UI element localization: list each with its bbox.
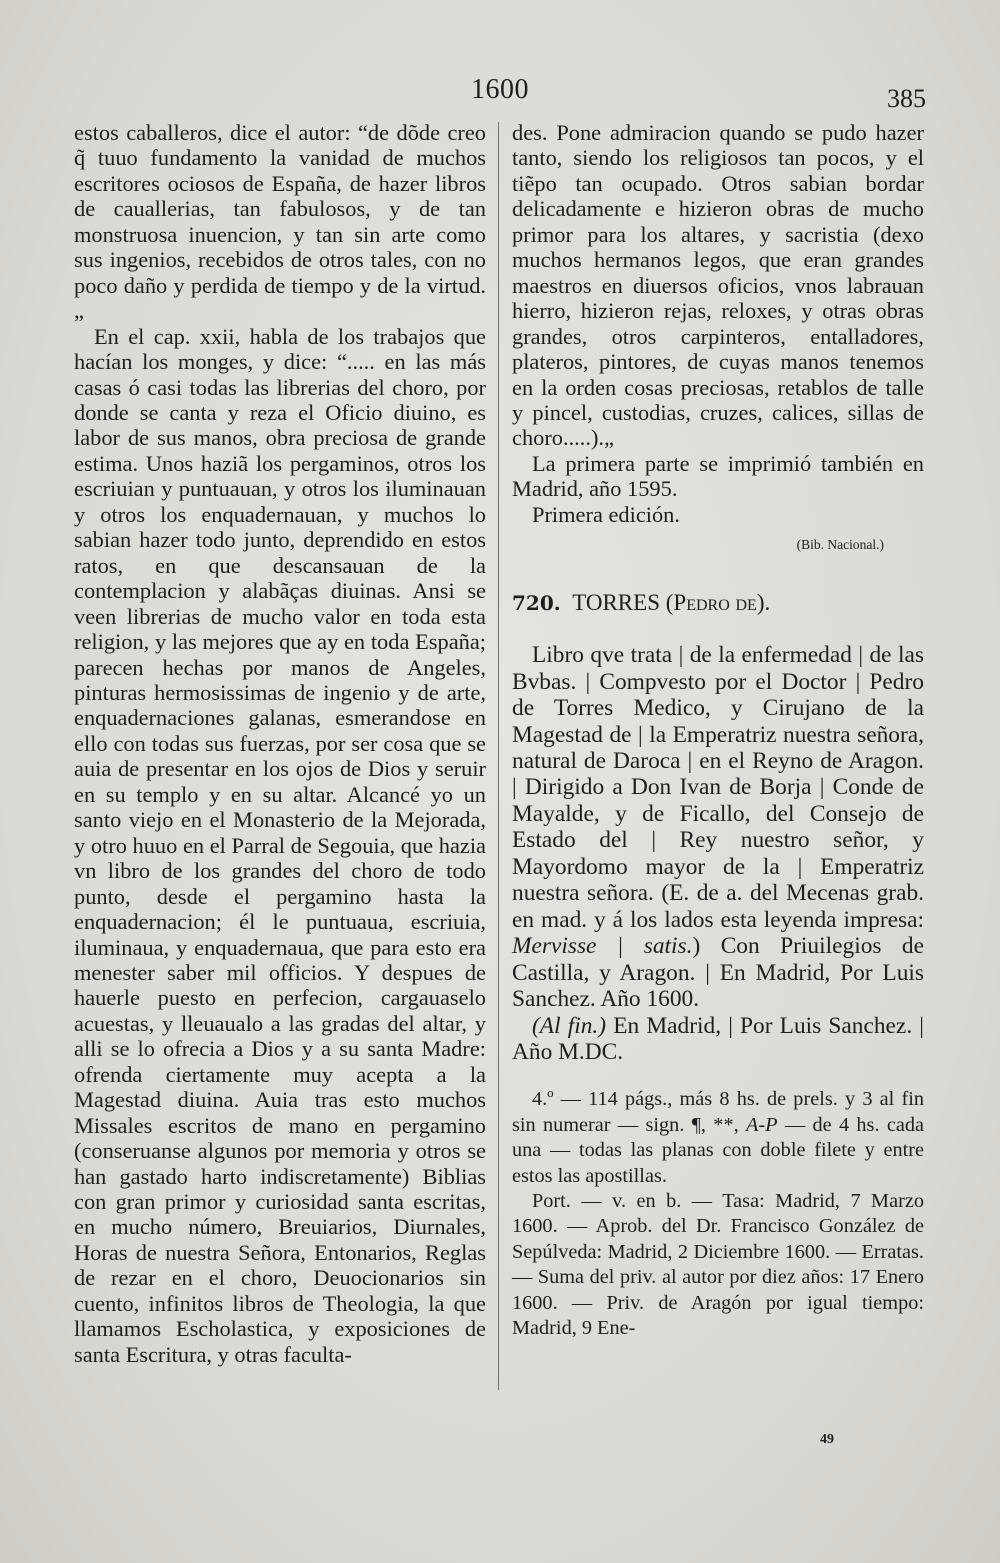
left-column (74, 120, 486, 1367)
edition-note: Primera edición. (532, 501, 680, 527)
description-start: 4.º — 114 págs., más 8 hs. de prels. y 3 al fin sin numerar — sign. ¶, **, (512, 1088, 924, 1136)
left-paragraph-1: estos caballeros, dice el autor: “de dõde creo q̃ tuuo fundamento la vanidad de muchos escritores ociosos de España, de hazer libros de cauallerias, tan fabulosos, y de tan monstruosa inuencion, y tan sin arte como sus ingenios, recebidos de otros tales, con no poco daño y perdida de tiempo y de la virtud.„ (74, 120, 486, 324)
description-end: — de 4 hs. cada una — todas las planas con doble filete y entre estos las apostillas. (512, 1113, 924, 1187)
gathering-signature: 49 (820, 1432, 834, 1447)
right-column (512, 120, 924, 1341)
column-divider (498, 122, 499, 1390)
entry-title (512, 642, 924, 1012)
colophon-text: En Madrid, | Por Luis Sanchez. | Año M.DC. (512, 1012, 924, 1065)
entry-colophon (512, 1013, 924, 1066)
description-signature: A-P (746, 1113, 778, 1136)
author-given: Pedro de (673, 589, 757, 615)
right-continuation: des. Pone admiracion quando se pudo hazer tanto, siendo los religiosos tan pocos, y el tiẽpo tan ocupado. Otros sabian bordar delicadamente e hizieron obras de mucho primor para los altares, y sacristia (dexo muchos hermanos legos, que eran grandes maestros en diuersos oficios, vnos labrauan hierro, hizieron rejas, reloxes, y otras obras grandes, otros carpinteros, entalladores, plateros, pintores, de cuyas manos tenemos en la orden cosas preciosas, retablos de talle y pincel, custodias, cruzes, calices, sillas de choro.....).„ (512, 120, 924, 451)
author-surname: TORRES ( (572, 589, 674, 615)
entry-author (566, 590, 770, 615)
header-year: 1600 (471, 74, 529, 105)
entry-heading (512, 590, 924, 616)
printed-note: La primera parte se imprimió también en Madrid, año 1595. (512, 450, 924, 502)
title-motto: Mervisse | satis. (512, 933, 693, 960)
title-start: Libro qve trata | de la enfermedad | de las Bvbas. | Compvesto por el Doctor | Pedro de Torres Medico, y Cirujano de la Magestad de | la Emperatriz nuestra señora, natural de Daroca | en el Reyno de Aragon. | Dirigido a Don Ivan de Borja | Conde de Mayalde, y de Ficallo, del Consejo de Estado del | Rey nuestro señor, y Mayordomo mayor de la | Emperatriz nuestra señora. (E. de a. del Mecenas grab. en mad. y á los lados esta leyenda impresa: (512, 642, 924, 933)
left-paragraph-2: En el cap. xxii, habla de los trabajos que hacían los monges, y dice: “..... en las más casas ó casi todas las librerias del choro, por donde se canta y reza el Oficio diuino, es labor de sus manos, obra preciosa de grande estima. Unos haziã los pergaminos, otros los escriuian y puntuauan, y otros los iluminauan y otros los enquadernauan, y muchos lo sabian hazer todo junto, deprendido en estos ratos, en que descansauan de la contemplacion y alabãças diuinas. Ansi se veen librerias de mucho valor en toda esta religion, y las mejores que ay en toda España; parecen hechas por manos de Angeles, pinturas hermosissimas de ingenio y de arte, enquadernaciones galanas, esmerandose en ello con todas sus fuerzas, por ser cosa que se auia de presentar en los ojos de Dios y seruir en su templo y en su altar. Alcancé yo un santo viejo en el Monasterio de la Mejorada, y otro huuo en el Parral de Segouia, que hazia vn libro de los grandes del choro de todo punto, desde el pergamino hasta la enquadernacion; él le puntuaua, escriuia, iluminaua, y enquadernaua, que para esto era menester saber mil officios. Y despues de hauerle puesto en perfecion, cargauaselo acuestas, y lleuaualo a las gradas del altar, y alli se lo ofrecia a Dios y a su santa Madre: ofrenda ciertamente muy acepta a la Magestad diuina. Auia tras esto muchos Missales escritos de mano en pergamino (conseruanse algunos por memoria y otros se han gastado harto indiscretamente) Biblias con gran primor y curiosidad santa escritas, en mucho número, Breuiarios, Diurnales, Horas de nuestra Señora, Entonarios, Reglas de rezar en el choro, Deuocionarios sin cuento, infinitos libros de Theologia, la que llamamos Escholastica, y exposiciones de santa Escritura, y otras faculta- (74, 323, 486, 1367)
entry-number: 720. (512, 590, 561, 615)
author-close: ). (756, 589, 771, 615)
page-number: 385 (887, 84, 926, 113)
source-note: (Bib. Nacional.) (796, 537, 884, 553)
spacer (512, 1065, 924, 1087)
entry-description (512, 1087, 924, 1189)
entry-contents: Port. — v. en b. — Tasa: Madrid, 7 Marzo 1600. — Aprob. del Dr. Francisco González de Sepúlveda: Madrid, 2 Diciembre 1600. — Erratas. — Suma del priv. al autor por diez años: 17 Enero 1600. — Priv. de Aragón por igual tiempo: Madrid, 9 Ene- (512, 1190, 924, 1340)
title-end: ) Con Priuilegios de Castilla, y Aragon. | En Madrid, Por Luis Sanchez. Año 1600. (512, 933, 925, 1013)
colophon-label: (Al fin.) (532, 1012, 607, 1039)
